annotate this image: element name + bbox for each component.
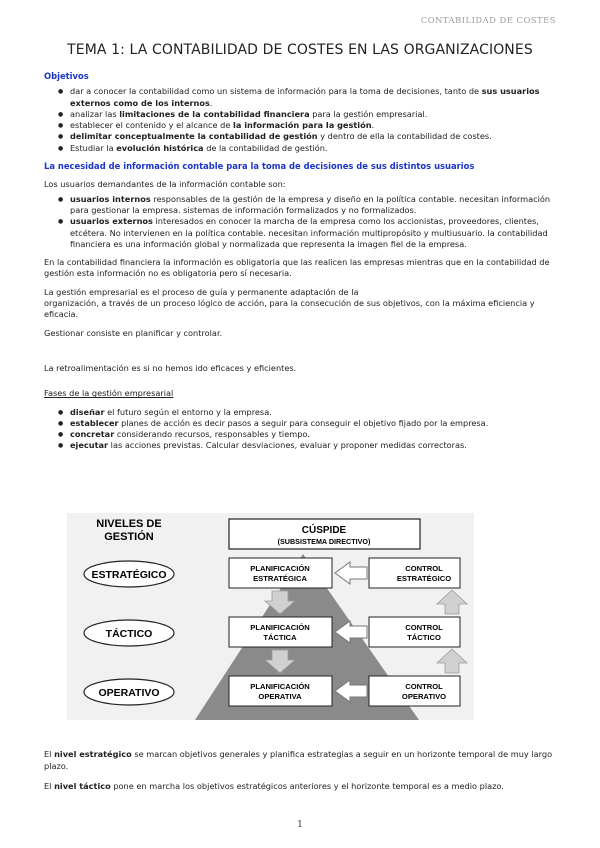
paragraph-gestion-1: La gestión empresarial es el proceso de guía y permanente adaptación de la xyxy=(44,286,359,297)
ctrl-text-tactico-1: CONTROL xyxy=(405,623,443,632)
bold-text: nivel táctico xyxy=(54,781,111,792)
bold-text: ejecutar xyxy=(70,440,109,451)
left-arrow-estrategico xyxy=(335,562,367,584)
ctrl-box-operativo xyxy=(369,676,460,706)
usuarios-intro: Los usuarios demandantes de la información contable son: xyxy=(44,179,286,190)
bold-text: establecer xyxy=(70,417,119,428)
plan-text-estrategico-2: ESTRATÉGICA xyxy=(253,574,307,583)
text-run: pone en marcha los objetivos estratégicos anteriores y el horizonte temporal es a medio plazo. xyxy=(110,781,504,792)
cuspide-title: CÚSPIDE xyxy=(301,525,347,536)
bold-text: nivel estratégico xyxy=(54,749,132,759)
necesidad-heading: La necesidad de información contable para la toma de decisiones de sus distintos usuarios xyxy=(44,161,475,172)
text-run: responsables de la gestión de la empresa y diseño en la política contable. necesitan información para gestionar la empresa. sistemas de información formalizados y no formalizados. xyxy=(70,193,551,215)
bold-text: usuarios externos xyxy=(70,216,153,227)
text-run: las acciones previstas. Calcular desviaciones, evaluar y proponer medidas correctoras. xyxy=(108,440,467,451)
text-run: se marcan objetivos generales y planifica estrategias a seguir en un horizonte temporal de muy largo plazo. xyxy=(44,749,553,771)
bold-text: diseñar xyxy=(70,406,105,417)
text-run: interesados en conocer la marcha de la empresa como los accionistas, proveedores, clientes, etcétera. No intervienen en la política contable. necesitan información multipropósito y multiusuario. la contabilidad financiera es una información global y normalizada que representa la imagen fiel de la empresa. xyxy=(70,216,548,249)
plan-text-tactico-2: TÁCTICA xyxy=(263,633,297,642)
ctrl-box-estrategico xyxy=(369,558,460,588)
text-run: establecer el contenido y el alcance de xyxy=(70,120,234,131)
list-item xyxy=(58,86,562,109)
text-run: para la gestión empresarial. xyxy=(309,108,428,119)
objetivos-list xyxy=(58,86,562,154)
text-run: . xyxy=(209,97,213,108)
page-number: 1 xyxy=(297,820,303,830)
plan-text-operativo-1: PLANIFICACIÓN xyxy=(250,682,310,691)
bold-text: la información para la gestión xyxy=(233,120,372,131)
paragraph-gestion-2: organización, a través de un proceso lógico de acción, para la consecución de sus objetivos, con la máxima eficiencia y eficacia. xyxy=(44,298,535,320)
list-item xyxy=(58,120,562,131)
list-item xyxy=(58,418,562,429)
list-item xyxy=(58,109,562,120)
objetivos-heading: Objetivos xyxy=(44,71,89,81)
ctrl-text-operativo-2: OPERATIVO xyxy=(401,692,447,701)
paragraph-contabilidad: En la contabilidad financiera la información es obligatoria que las realicen las empresas mientras que en la contabilidad de gestión esta información no es obligatoria pero sí necesaria. xyxy=(44,257,550,279)
fases-heading: Fases de la gestión empresarial xyxy=(44,388,174,399)
bold-text: concretar xyxy=(70,429,115,440)
plan-box-estrategico xyxy=(229,558,332,588)
text-run: analizar las xyxy=(70,108,120,119)
list-item xyxy=(58,407,562,418)
up-arrow-2 xyxy=(437,649,467,673)
level-label-estrategico: ESTRATÉGICO xyxy=(91,569,167,581)
bold-text: usuarios internos xyxy=(70,193,151,204)
bold-text: limitaciones de la contabilidad financiera xyxy=(119,108,310,119)
paragraph-retroalimentacion: La retroalimentación es si no hemos ido eficaces y eficientes. xyxy=(44,362,297,373)
level-label-operativo: OPERATIVO xyxy=(98,687,160,699)
bold-text: delimitar conceptualmente la contabilidad de gestión xyxy=(70,131,318,142)
paragraph-nivel-tactico xyxy=(44,781,562,793)
plan-box-tactico xyxy=(229,617,332,647)
running-header: CONTABILIDAD DE COSTES xyxy=(420,15,556,25)
ctrl-text-estrategico-2: ESTRATÉGICO xyxy=(396,574,452,583)
paragraph-nivel-estrategico xyxy=(44,749,562,772)
fases-list xyxy=(58,407,562,452)
ctrl-text-tactico-2: TÁCTICO xyxy=(407,633,441,642)
niveles-title-line2: GESTIÓN xyxy=(104,531,154,543)
plan-text-estrategico-1: PLANIFICACIÓN xyxy=(250,564,310,573)
list-item xyxy=(58,143,562,154)
text-run: dar a conocer la contabilidad como un sistema de información para la toma de decisiones, tanto de xyxy=(70,86,482,97)
list-item xyxy=(58,440,562,451)
up-arrow-1 xyxy=(437,590,467,614)
text-run: el futuro según el entorno y la empresa. xyxy=(104,406,272,417)
bold-text: evolución histórica xyxy=(116,142,204,153)
ctrl-text-operativo-1: CONTROL xyxy=(405,682,443,691)
text-run: considerando recursos, responsables y tiempo. xyxy=(114,429,310,440)
paragraph-gestionar: Gestionar consiste en planificar y controlar. xyxy=(44,327,223,338)
usuarios-list xyxy=(58,194,562,250)
text-run: . xyxy=(371,120,375,131)
text-run: planes de acción es decir pasos a seguir para conseguir el objetivo fijado por la empresa. xyxy=(118,417,489,428)
body-content xyxy=(44,71,562,452)
niveles-gestion-figure xyxy=(67,513,474,720)
lower-content xyxy=(44,749,562,793)
text-run: El xyxy=(44,749,55,759)
text-run: El xyxy=(44,781,55,792)
list-item xyxy=(58,194,562,217)
list-item xyxy=(58,216,562,250)
niveles-title-line1: NIVELES DE xyxy=(96,518,162,530)
list-item xyxy=(58,429,562,440)
list-item xyxy=(58,131,562,142)
text-run: Estudiar la xyxy=(70,142,117,153)
page-title: TEMA 1: LA CONTABILIDAD DE COSTES EN LAS ORGANIZACIONES xyxy=(67,42,533,58)
level-label-tactico: TÁCTICO xyxy=(105,628,153,640)
cuspide-subtitle: (SUBSISTEMA DIRECTIVO) xyxy=(277,537,371,546)
plan-text-operativo-2: OPERATIVA xyxy=(258,692,302,701)
plan-box-operativo xyxy=(229,676,332,706)
ctrl-box-tactico xyxy=(369,617,460,647)
bold-text: sus usuarios externos como de los internos xyxy=(70,86,540,108)
text-run: y dentro de ella la contabilidad de costes. xyxy=(317,131,492,142)
ctrl-text-estrategico-1: CONTROL xyxy=(405,564,443,573)
text-run: de la contabilidad de gestión. xyxy=(203,142,328,153)
plan-text-tactico-1: PLANIFICACIÓN xyxy=(250,623,310,632)
